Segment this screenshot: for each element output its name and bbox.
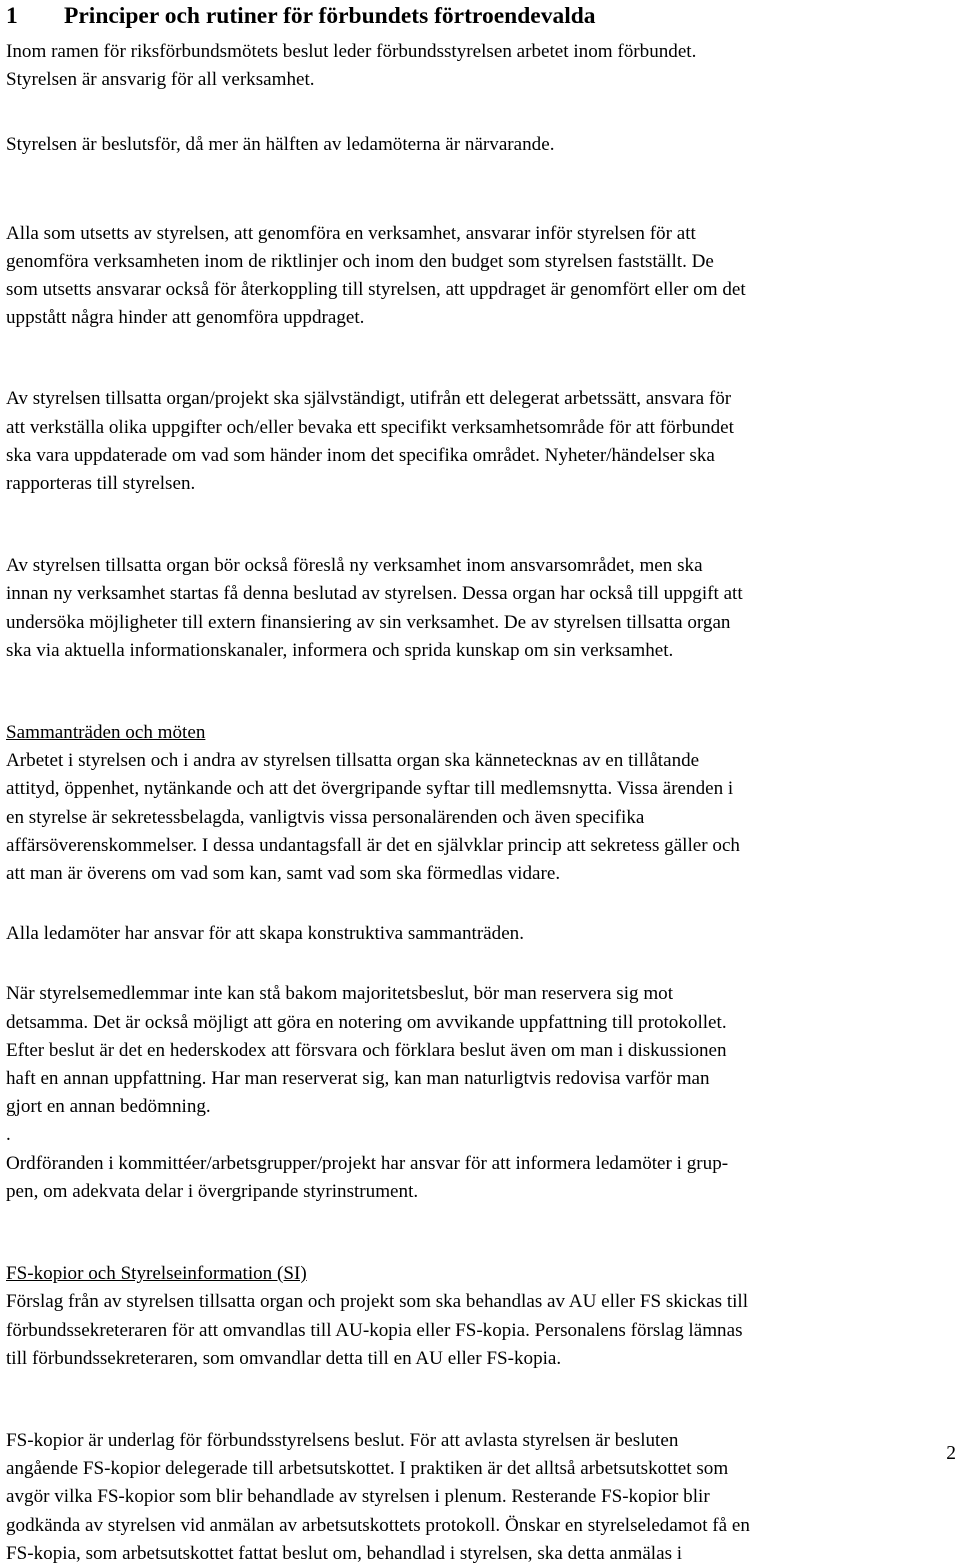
text-line: Efter beslut är det en hederskodex att försvara och förklara beslut även om man i diskussionen [6, 1039, 727, 1061]
paragraph [6, 980, 958, 1206]
text-line: Alla som utsetts av styrelsen, att genomföra en verksamhet, ansvarar inför styrelsen för att [6, 222, 696, 244]
text-line: gjort en annan bedömning. [6, 1096, 211, 1118]
subheading: FS-kopior och Styrelseinformation (SI) [6, 1263, 307, 1285]
text-line: affärsöverenskommelser. I dessa undantagsfall är det en självklar princip att sekretess gäller och [6, 834, 740, 856]
text-line: som utsetts ansvarar också för återkoppling till styrelsen, att uppdraget är genomfört eller om det [6, 279, 746, 301]
text-line: en styrelse är sekretessbelagda, vanligtvis vissa personalärenden och även specifika [6, 806, 645, 828]
text-line: Inom ramen för riksförbundsmötets beslut leder förbundsstyrelsen arbetet inom förbundet. [6, 41, 697, 62]
text-line: ska vara uppdaterade om vad som händer inom det specifika området. Nyheter/händelser ska [6, 444, 715, 466]
paragraph [6, 220, 958, 333]
text-line: att man är överens om vad som kan, samt vad som ska förmedlas vidare. [6, 863, 561, 885]
page-number: 2 [946, 1443, 956, 1464]
subheading: Sammanträden och möten [6, 722, 206, 744]
paragraph [6, 552, 958, 665]
section-heading [6, 2, 958, 30]
text-line: När styrelsemedlemmar inte kan stå bakom majoritetsbeslut, bör man reservera sig mot [6, 983, 674, 1005]
text-line: angående FS-kopior delegerade till arbetsutskottet. I praktiken är det alltså arbetsutskottet som [6, 1458, 729, 1480]
section-title: Principer och rutiner för förbundets förtroendevalda [64, 3, 596, 29]
text-line: genomföra verksamheten inom de riktlinjer och inom den budget som styrelsen fastställt. De [6, 250, 714, 272]
text-line: undersöka möjligheter till extern finansiering av sin verksamhet. De av styrelsen tillsatta organ [6, 611, 731, 633]
text-line: till förbundssekreteraren, som omvandlar detta till en AU eller FS-kopia. [6, 1347, 562, 1369]
text-line: innan ny verksamhet startas få denna beslutad av styrelsen. Dessa organ har också till uppgift att [6, 583, 743, 605]
text-line: Förslag från av styrelsen tillsatta organ och projekt som ska behandlas av AU eller FS skickas till [6, 1291, 749, 1313]
paragraph [6, 1427, 958, 1568]
text-line: detsamma. Det är också möjligt att göra en notering om avvikande uppfattning till protokollet. [6, 1011, 727, 1033]
text-line: . [6, 1124, 11, 1146]
text-line: Alla ledamöter har ansvar för att skapa konstruktiva sammanträden. [6, 923, 525, 945]
text-line: uppstått några hinder att genomföra uppdraget. [6, 307, 365, 329]
paragraph [6, 1260, 958, 1373]
text-line: Av styrelsen tillsatta organ/projekt ska självständigt, utifrån ett delegerat arbetssätt, ansvara för [6, 388, 732, 410]
section-number: 1 [6, 3, 18, 29]
text-line: attityd, öppenhet, nytänkande och att det övergripande syftar till medlemsnytta. Vissa ärenden i [6, 778, 734, 800]
document-body [6, 38, 958, 1568]
text-line: förbundssekreteraren för att omvandlas till AU-kopia eller FS-kopia. Personalens förslag lämnas [6, 1319, 743, 1341]
text-line: pen, om adekvata delar i övergripande styrinstrument. [6, 1180, 419, 1202]
text-line: Ordföranden i kommittéer/arbetsgrupper/projekt har ansvar för att informera ledamöter i grup- [6, 1152, 729, 1174]
text-line: FS-kopia, som arbetsutskottet fattat beslut om, behandlad i styrelsen, ska detta anmälas i [6, 1542, 683, 1564]
text-line: Arbetet i styrelsen och i andra av styrelsen tillsatta organ ska kännetecknas av en tillåtande [6, 750, 700, 772]
paragraph [6, 38, 958, 94]
document-page [6, 0, 958, 1568]
paragraph [6, 131, 958, 159]
text-line: att verkställa olika uppgifter och/eller bevaka ett specifikt verksamhetsområde för att förbundet [6, 416, 734, 438]
paragraph [6, 920, 958, 948]
text-line: ska via aktuella informationskanaler, informera och sprida kunskap om sin verksamhet. [6, 639, 674, 661]
text-line: Styrelsen är beslutsför, då mer än hälften av ledamöterna är närvarande. [6, 134, 555, 156]
text-line: FS-kopior är underlag för förbundsstyrelsens beslut. För att avlasta styrelsen är besluten [6, 1429, 679, 1451]
text-line: rapporteras till styrelsen. [6, 473, 196, 495]
text-line: Av styrelsen tillsatta organ bör också föreslå ny verksamhet inom ansvarsområdet, men ska [6, 555, 703, 577]
text-line: godkända av styrelsen vid anmälan av arbetsutskottets protokoll. Önskar en styrelseledamot få en [6, 1514, 750, 1536]
paragraph [6, 719, 958, 888]
paragraph [6, 385, 958, 498]
text-line: avgör vilka FS-kopior som blir behandlade av styrelsen i plenum. Resterande FS-kopior blir [6, 1486, 710, 1508]
text-line: Styrelsen är ansvarig för all verksamhet. [6, 69, 315, 91]
text-line: haft en annan uppfattning. Har man reserverat sig, kan man naturligtvis redovisa varför man [6, 1068, 710, 1090]
